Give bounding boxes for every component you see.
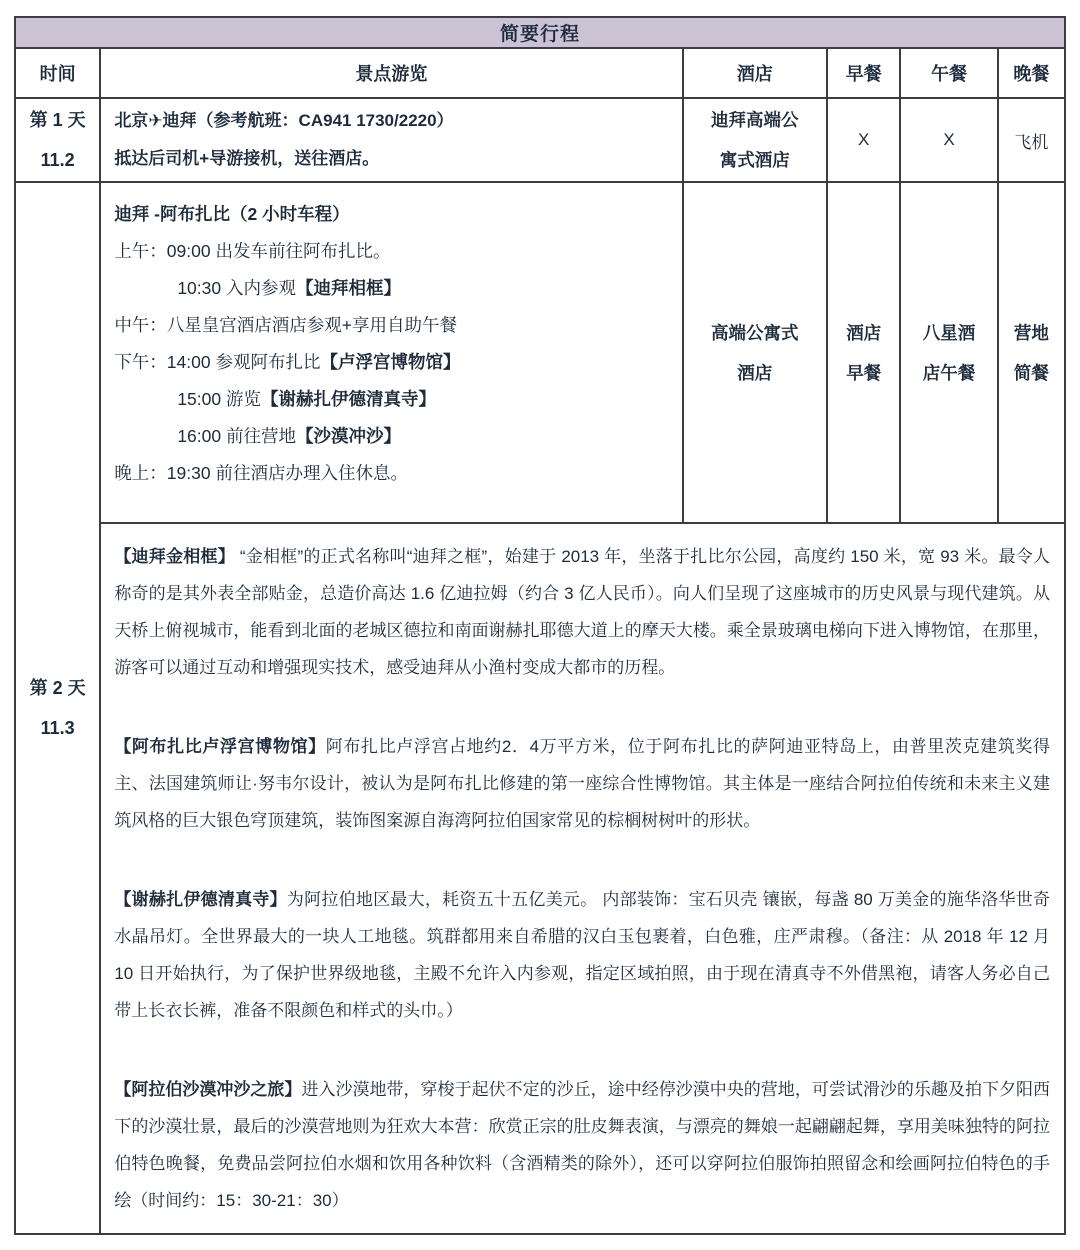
column-header-row (15, 48, 1065, 98)
paragraph-heading: 【阿布扎比卢浮宫博物馆】 (114, 737, 326, 756)
day1-hotel: 迪拜高端公寓式酒店 (711, 110, 799, 170)
description-paragraph (114, 881, 1050, 1029)
day2-hotel: 高端公寓式酒店 (711, 322, 799, 383)
col-header-hotel: 酒店 (683, 48, 828, 98)
day2-date: 11.3 (40, 718, 75, 738)
day1-date: 11.2 (40, 150, 75, 170)
day1-breakfast: X (827, 98, 900, 182)
day2-time-cell (15, 182, 100, 1234)
day2-lunch: 八星酒店午餐 (922, 322, 976, 383)
col-header-sights: 景点游览 (100, 48, 682, 98)
day2-breakfast-cell (827, 182, 900, 523)
day2-schedule (100, 182, 682, 523)
paragraph-body: 为阿拉伯地区最大，耗资五十五亿美元。 内部装饰：宝石贝壳 镶嵌，每盏 80 万美金的施华洛华世奇水晶吊灯。全世界最大的一块人工地毯。筑群都用来自希腊的汉白玉包裹着，白色雅，庄严肃穆。（备注：从 2018 年 12 月 10 日开始执行，为了保护世界级地毯，主殿不允许入内参观，指定区域拍照，由于现在清真寺不外借黑袍，请客人务必自己带上长衣长裤，准备不限颜色和样式的头巾。） (114, 890, 1050, 1020)
paragraph-heading: 【迪拜金相框】 (114, 547, 235, 566)
day2-label: 第 2 天 (29, 678, 86, 698)
schedule-line: 中午：八星皇宫酒店酒店参观+享用自助午餐 (114, 315, 458, 335)
day2-description-row (15, 523, 1065, 1234)
schedule-line: 10:30 入内参观【迪拜相框】 (177, 278, 401, 298)
day1-label: 第 1 天 (29, 110, 86, 130)
day2-dinner: 营地简餐 (1013, 322, 1049, 383)
paragraph-body: 阿布扎比卢浮宫占地约2．4万平方米，位于阿布扎比的萨阿迪亚特岛上，由普里茨克建筑奖得主、法国建筑师让·努韦尔设计，被认为是阿布扎比修建的第一座综合性博物馆。其主体是一座结合阿拉伯传统和未来主义建筑风格的巨大银色穹顶建筑，装饰图案源自海湾阿拉伯国家常见的棕榈树树叶的形状。 (114, 737, 1050, 830)
col-header-time: 时间 (15, 48, 100, 98)
itinerary-table (14, 16, 1066, 1235)
day1-hotel-cell (683, 98, 828, 182)
day2-hotel-cell (683, 182, 828, 523)
table-title: 简要行程 (15, 17, 1065, 48)
schedule-line: 迪拜 -阿布扎比（2 小时车程） (114, 204, 350, 224)
table-title-row (15, 17, 1065, 48)
schedule-line: 上午：09:00 出发车前往阿布扎比。 (114, 241, 391, 261)
day1-dinner: 飞机 (998, 98, 1065, 182)
day1-itinerary (100, 98, 682, 182)
day2-dinner-cell (998, 182, 1065, 523)
schedule-line: 晚上：19:30 前往酒店办理入住休息。 (114, 463, 408, 483)
itinerary-line: 北京✈迪拜（参考航班：CA941 1730/2220） (114, 111, 454, 130)
description-paragraph (114, 1071, 1050, 1219)
day1-time-cell (15, 98, 100, 182)
day2-descriptions (100, 523, 1065, 1234)
day2-breakfast: 酒店早餐 (846, 322, 882, 383)
col-header-dinner: 晚餐 (998, 48, 1065, 98)
schedule-line: 下午：14:00 参观阿布扎比【卢浮宫博物馆】 (114, 352, 461, 372)
day1-lunch: X (900, 98, 997, 182)
paragraph-heading: 【阿拉伯沙漠冲沙之旅】 (114, 1080, 302, 1099)
paragraph-heading: 【谢赫扎伊德清真寺】 (114, 890, 287, 909)
description-paragraph (114, 728, 1050, 839)
paragraph-body: “金相框”的正式名称叫“迪拜之框”，始建于 2013 年，坐落于扎比尔公园，高度约 150 米，宽 93 米。最令人称奇的是其外表全部贴金，总造价高达 1.6 亿迪拉姆（约合 3 亿人民币）。向人们呈现了这座城市的历史风景与现代建筑。从天桥上俯视城市，能看到北面的老城区德拉和南面谢赫扎耶德大道上的摩天大楼。乘全景玻璃电梯向下进入博物馆，在那里，游客可以通过互动和增强现实技术，感受迪拜从小渔村变成大都市的历程。 (114, 547, 1051, 677)
paragraph-body: 进入沙漠地带，穿梭于起伏不定的沙丘，途中经停沙漠中央的营地，可尝试滑沙的乐趣及拍下夕阳西下的沙漠壮景，最后的沙漠营地则为狂欢大本营：欣赏正宗的肚皮舞表演，与漂亮的舞娘一起翩翩起舞，享用美味独特的阿拉伯特色晚餐，免费品尝阿拉伯水烟和饮用各种饮料（含酒精类的除外），还可以穿阿拉伯服饰拍照留念和绘画阿拉伯特色的手绘（时间约：15：30-21：30） (114, 1080, 1050, 1210)
itinerary-line: 抵达后司机+导游接机，送往酒店。 (114, 149, 380, 168)
schedule-line: 15:00 游览【谢赫扎伊德清真寺】 (177, 389, 436, 409)
col-header-lunch: 午餐 (900, 48, 997, 98)
description-paragraph (114, 538, 1050, 686)
schedule-line: 16:00 前往营地【沙漠冲沙】 (177, 426, 401, 446)
col-header-breakfast: 早餐 (827, 48, 900, 98)
day1-row (15, 98, 1065, 182)
day2-lunch-cell (900, 182, 997, 523)
day2-row (15, 182, 1065, 523)
